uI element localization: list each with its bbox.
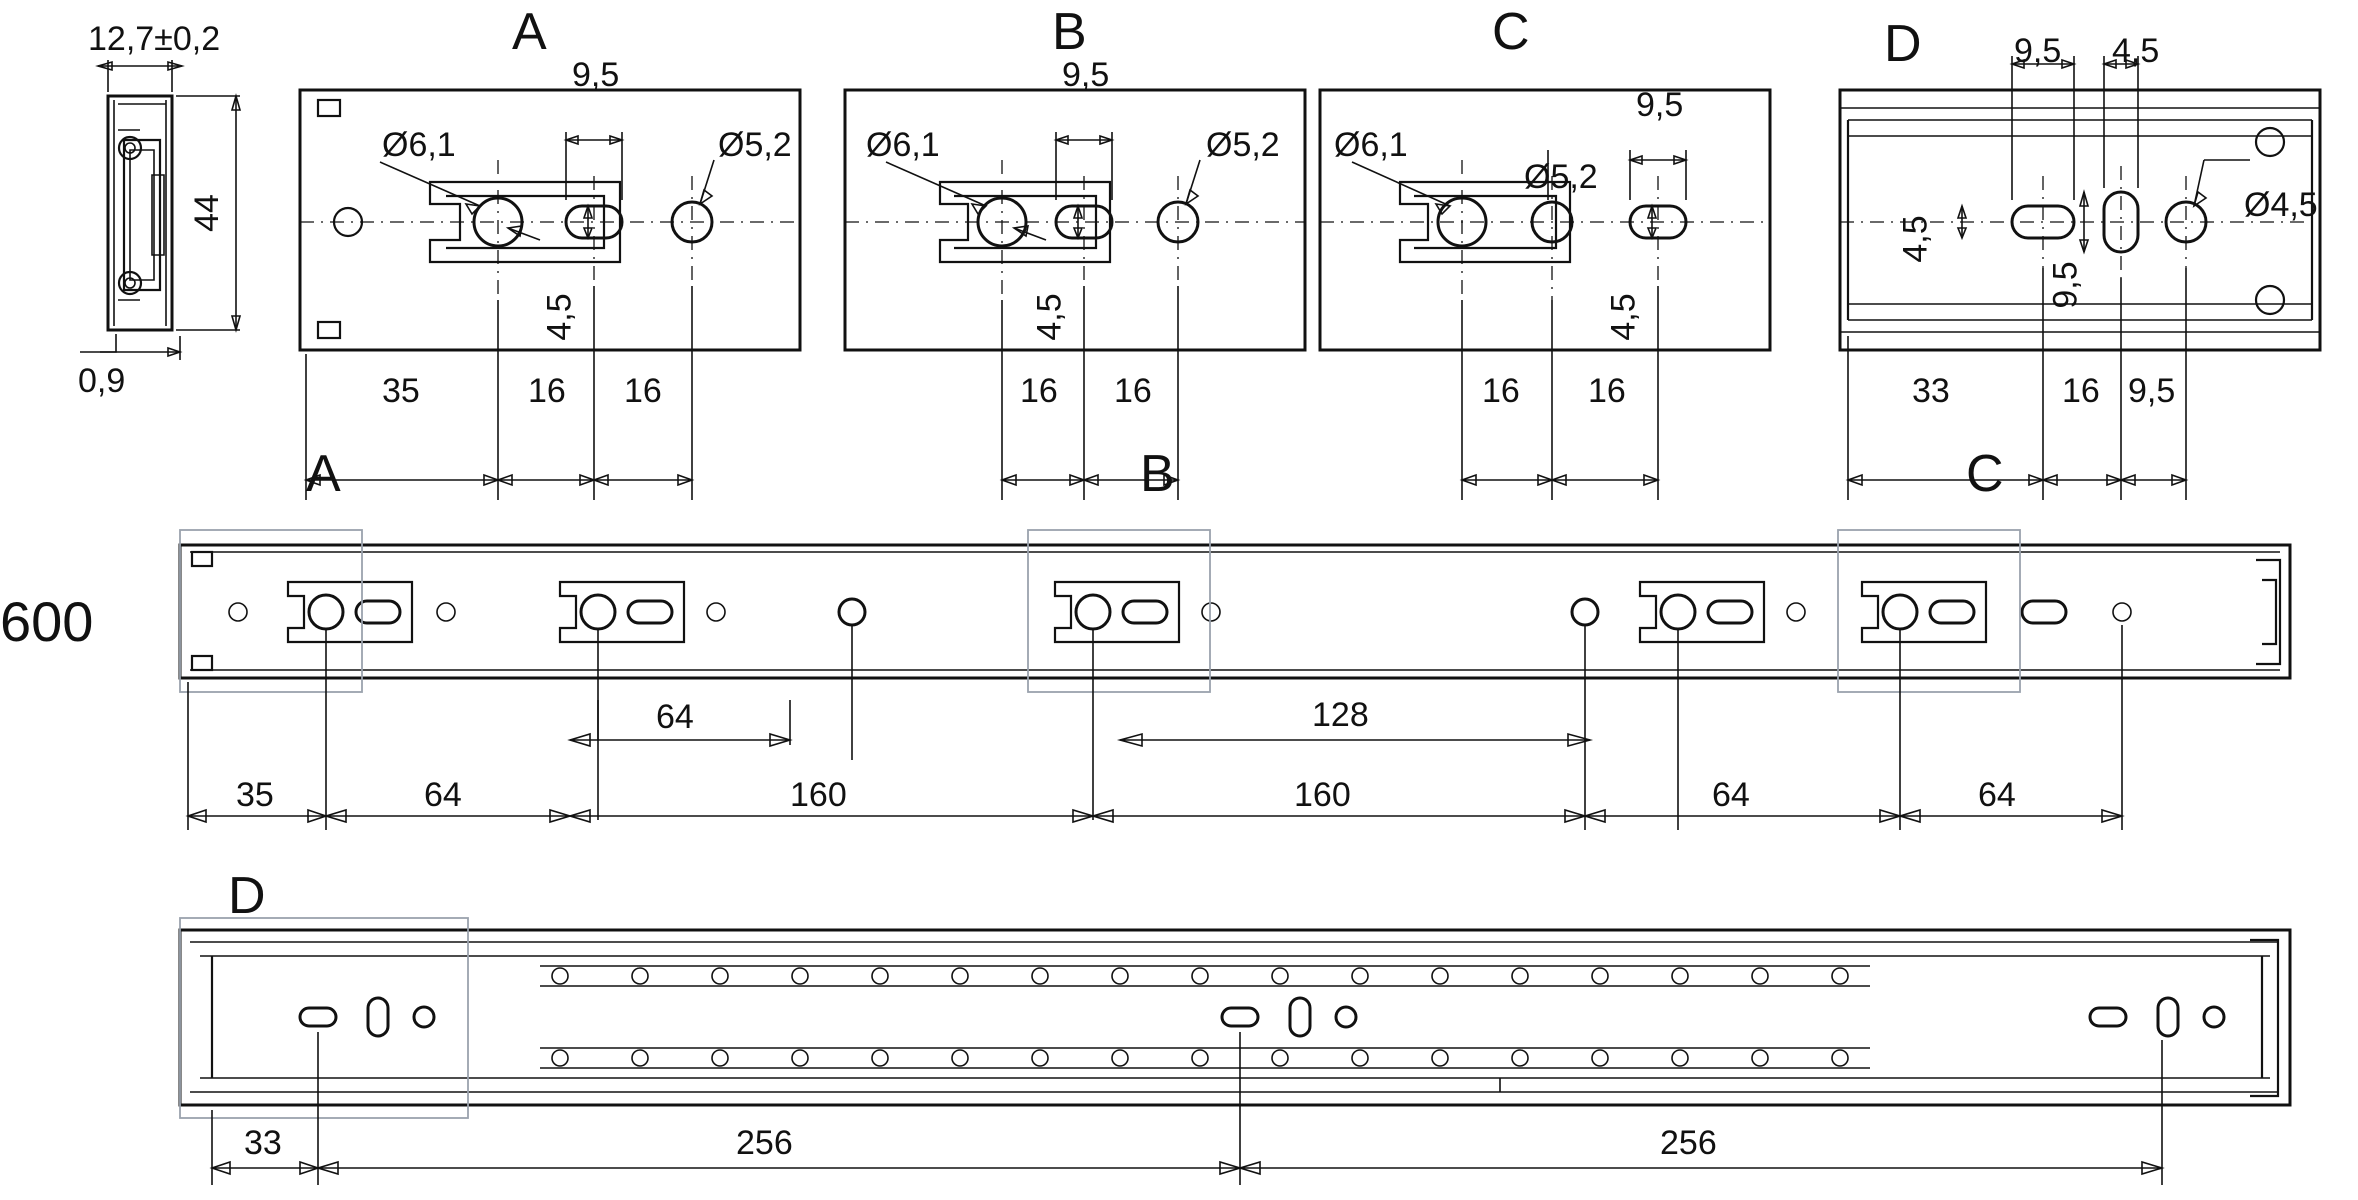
detail-d-slot-len-1: 9,5 [2014, 32, 2062, 70]
detail-c-slot-len: 9,5 [1636, 86, 1684, 124]
detail-a-dim-3: 16 [624, 372, 662, 410]
section-label-a-top: A [512, 3, 547, 61]
detail-b-hole-small: Ø5,2 [1206, 126, 1280, 164]
detail-b-dim-2: 16 [1114, 372, 1152, 410]
profile-thickness-dim: 0,9 [78, 362, 126, 400]
detail-c-slot-height: 4,5 [1604, 293, 1643, 341]
detail-c-hole-large: Ø6,1 [1334, 126, 1408, 164]
section-label-d-top: D [1884, 15, 1922, 73]
ball-bearing-row-top [552, 968, 1848, 984]
profile-width-dim: 12,7±0,2 [88, 20, 221, 58]
profile-height-dim: 44 [187, 194, 226, 232]
rail-marker-a: A [306, 445, 341, 503]
detail-b-hole-large: Ø6,1 [866, 126, 940, 164]
rail-marker-d: D [228, 867, 266, 925]
detail-c-dim-2: 16 [1588, 372, 1626, 410]
detail-d-dim-2: 16 [2062, 372, 2100, 410]
section-label-c-top: C [1492, 3, 1530, 61]
section-label-b-top: B [1052, 3, 1087, 61]
rail-length-label: 600 [0, 590, 94, 653]
detail-d-dim-1: 33 [1912, 372, 1950, 410]
detail-d-slot-height-mid: 9,5 [2046, 261, 2085, 309]
rail-bottom-geometry [180, 918, 2290, 1185]
rail-top-geometry [180, 530, 2290, 830]
rail-bottom-dim-3: 256 [1660, 1124, 1717, 1162]
rail-marker-c: C [1966, 445, 2004, 503]
rail-lower-dim-2: 64 [424, 776, 462, 814]
detail-c-dim-1: 16 [1482, 372, 1520, 410]
rail-lower-dim-4: 160 [1294, 776, 1351, 814]
rail-lower-dim-1: 35 [236, 776, 274, 814]
rail-lower-dim-3: 160 [790, 776, 847, 814]
detail-a-hole-small: Ø5,2 [718, 126, 792, 164]
detail-a-slot-height: 4,5 [540, 293, 579, 341]
detail-d-dim-3: 9,5 [2128, 372, 2176, 410]
rail-lower-dim-5: 64 [1712, 776, 1750, 814]
detail-b-dim-1: 16 [1020, 372, 1058, 410]
rail-lower-dim-6: 64 [1978, 776, 2016, 814]
rail-bottom-dim-2: 256 [736, 1124, 793, 1162]
detail-c-hole-small: Ø5,2 [1524, 158, 1598, 196]
rail-upper-dim-128: 128 [1312, 696, 1369, 734]
ball-bearing-row-bottom [552, 1050, 1848, 1066]
detail-d-slot-len-2: 4,5 [2112, 32, 2160, 70]
detail-d-slot-height-left: 4,5 [1896, 215, 1935, 263]
detail-a-dim-1: 35 [382, 372, 420, 410]
detail-a-slot-len: 9,5 [572, 56, 620, 94]
rail-upper-dim-64: 64 [656, 698, 694, 736]
rail-bottom-dim-1: 33 [244, 1124, 282, 1162]
detail-d-hole-small: Ø4,5 [2244, 186, 2318, 224]
rail-marker-b: B [1140, 445, 1175, 503]
detail-b-slot-height: 4,5 [1030, 293, 1069, 341]
detail-a-dim-2: 16 [528, 372, 566, 410]
detail-b-slot-len: 9,5 [1062, 56, 1110, 94]
detail-a-hole-large: Ø6,1 [382, 126, 456, 164]
